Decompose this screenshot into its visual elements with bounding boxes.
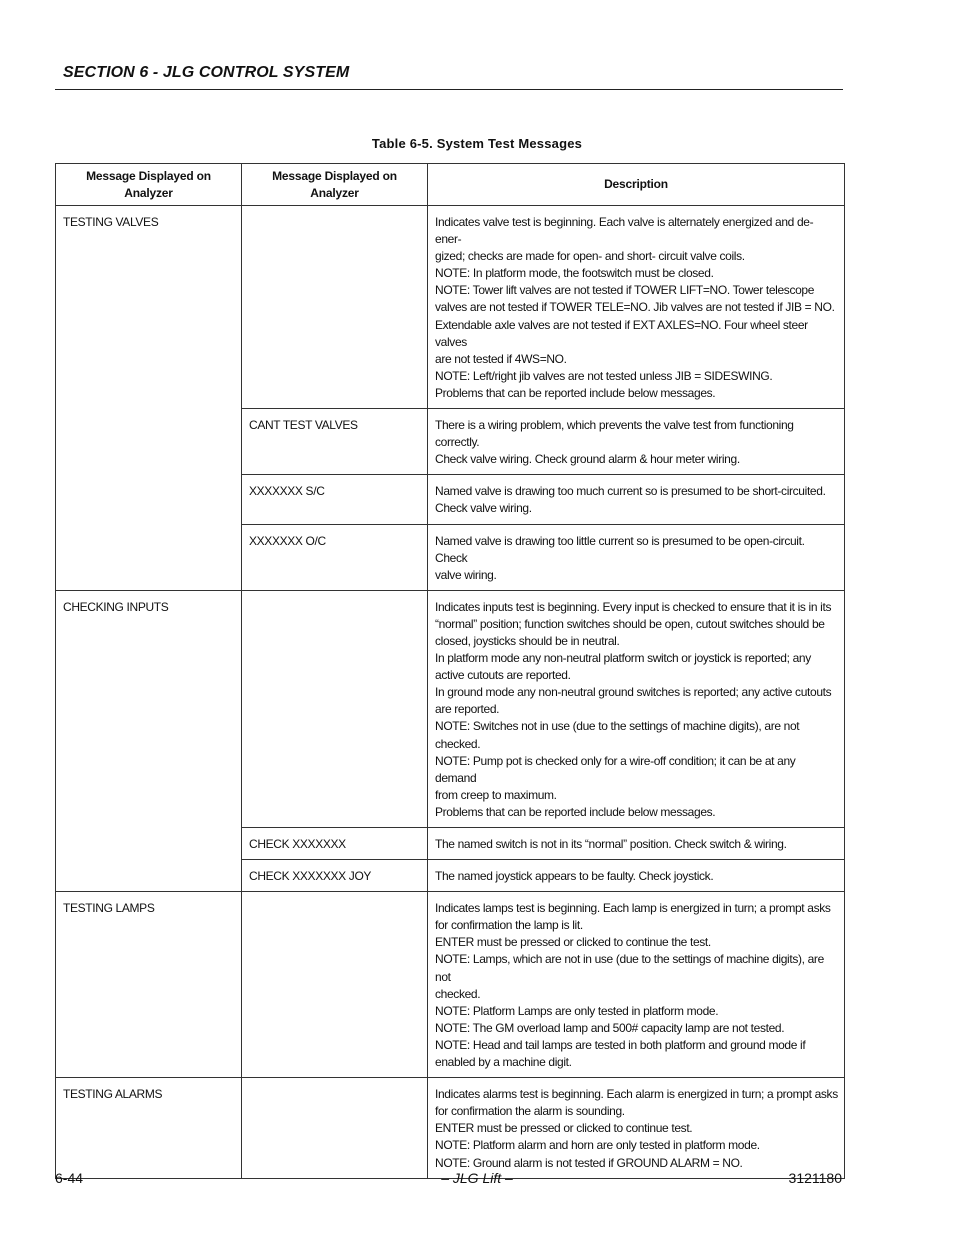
submessage-cell	[242, 1078, 428, 1178]
section-header: SECTION 6 - JLG CONTROL SYSTEM	[63, 64, 350, 81]
description-line: Indicates alarms test is beginning. Each alarm is energized in turn; a prompt asks	[435, 1087, 838, 1102]
description-line: NOTE: Switches not in use (due to the settings of machine digits), are not	[435, 719, 800, 734]
submessage-cell	[242, 892, 428, 1078]
description-cell	[428, 892, 845, 1078]
submessage-cell: XXXXXXX O/C	[242, 524, 428, 590]
header-rule	[55, 89, 843, 90]
description-line: gized; checks are made for open- and short- circuit valve coils.	[435, 249, 745, 264]
description-line: checked.	[435, 736, 481, 751]
description-line: are not tested if 4WS=NO.	[435, 351, 567, 366]
description-line: active cutouts are reported.	[435, 668, 571, 683]
description-line: Problems that can be reported include below messages.	[435, 385, 716, 400]
column-header-description: Description	[428, 164, 845, 206]
system-test-messages-table	[55, 163, 845, 1179]
table-title: Table 6-5. System Test Messages	[371, 136, 583, 151]
description-cell	[428, 206, 845, 409]
description-line: Extendable axle valves are not tested if EXT AXLES=NO. Four wheel steer valves	[435, 317, 808, 349]
description-line: valve wiring.	[435, 567, 497, 582]
description-cell	[428, 590, 845, 827]
description-line: NOTE: Pump pot is checked only for a wire-off condition; it can be at any demand	[435, 753, 796, 785]
description-cell	[428, 828, 845, 860]
description-line: NOTE: The GM overload lamp and 500# capacity lamp are not tested.	[435, 1020, 785, 1035]
description-line: Indicates inputs test is beginning. Every input is checked to ensure that it is in its	[435, 599, 832, 614]
description-line: Check valve wiring.	[435, 501, 532, 516]
description-cell	[428, 409, 845, 475]
description-line: NOTE: Platform Lamps are only tested in platform mode.	[435, 1003, 719, 1018]
document-number: 3121180	[788, 1170, 842, 1186]
description-line: valves are not tested if TOWER TELE=NO. Jib valves are not tested if JIB = NO.	[435, 300, 835, 315]
description-line: There is a wiring problem, which prevents the valve test from functioning correctly.	[435, 418, 794, 450]
description-cell	[428, 524, 845, 590]
message-cell: TESTING LAMPS	[56, 892, 242, 1078]
description-line: Named valve is drawing too little current so is presumed to be open-circuit. Check	[435, 533, 805, 565]
submessage-cell: CHECK XXXXXXX JOY	[242, 860, 428, 892]
table-row	[56, 590, 845, 827]
description-line: NOTE: In platform mode, the footswitch must be closed.	[435, 266, 714, 281]
description-cell	[428, 860, 845, 892]
description-line: ENTER must be pressed or clicked to continue test.	[435, 1121, 693, 1136]
submessage-cell	[242, 590, 428, 827]
message-cell: CHECKING INPUTS	[56, 590, 242, 891]
description-line: NOTE: Head and tail lamps are tested in both platform and ground mode if	[435, 1037, 806, 1052]
description-cell	[428, 1078, 845, 1178]
submessage-cell	[242, 206, 428, 409]
description-line: for confirmation the lamp is lit.	[435, 918, 583, 933]
description-line: Named valve is drawing too much current so is presumed to be short-circuited.	[435, 484, 826, 499]
table-header-row	[56, 164, 845, 206]
message-cell: TESTING VALVES	[56, 206, 242, 591]
description-line: checked.	[435, 986, 481, 1001]
description-line: NOTE: Platform alarm and horn are only tested in platform mode.	[435, 1138, 760, 1153]
table-row	[56, 1078, 845, 1178]
message-cell: TESTING ALARMS	[56, 1078, 242, 1178]
description-line: Problems that can be reported include below messages.	[435, 804, 716, 819]
description-line: for confirmation the alarm is sounding.	[435, 1104, 625, 1119]
column-header-analyzer-2: Message Displayed on Analyzer	[242, 164, 428, 206]
description-line: NOTE: Left/right jib valves are not tested unless JIB = SIDESWING.	[435, 368, 773, 383]
description-line: NOTE: Ground alarm is not tested if GROUND ALARM = NO.	[435, 1155, 743, 1170]
description-line: In platform mode any non-neutral platform switch or joystick is reported; any	[435, 651, 811, 666]
description-line: NOTE: Tower lift valves are not tested if TOWER LIFT=NO. Tower telescope	[435, 283, 815, 298]
description-line: Indicates valve test is beginning. Each valve is alternately energized and de-ener-	[435, 215, 814, 247]
table-row	[56, 892, 845, 1078]
description-line: “normal” position; function switches should be open, cutout switches should be	[435, 616, 825, 631]
description-line: are reported.	[435, 702, 500, 717]
description-line: In ground mode any non-neutral ground switches is reported; any active cutouts	[435, 685, 832, 700]
description-line: The named joystick appears to be faulty. Check joystick.	[435, 869, 714, 884]
submessage-cell: CANT TEST VALVES	[242, 409, 428, 475]
description-line: ENTER must be pressed or clicked to continue the test.	[435, 935, 711, 950]
description-line: Check valve wiring. Check ground alarm & hour meter wiring.	[435, 452, 740, 467]
description-line: enabled by a machine digit.	[435, 1055, 572, 1070]
description-cell	[428, 475, 845, 524]
description-line: The named switch is not in its “normal” position. Check switch & wiring.	[435, 837, 787, 851]
description-line: Indicates lamps test is beginning. Each lamp is energized in turn; a prompt asks	[435, 901, 831, 916]
description-line: from creep to maximum.	[435, 787, 557, 802]
column-header-analyzer-1: Message Displayed on Analyzer	[56, 164, 242, 206]
submessage-cell: CHECK XXXXXXX	[242, 828, 428, 860]
description-line: NOTE: Lamps, which are not in use (due to the settings of machine digits), are not	[435, 952, 824, 984]
table-row	[56, 206, 845, 409]
page-number: 6-44	[55, 1170, 84, 1186]
footer-brand: – JLG Lift –	[441, 1170, 513, 1186]
submessage-cell: XXXXXXX S/C	[242, 475, 428, 524]
table-body	[56, 206, 845, 1179]
description-line: closed, joysticks should be in neutral.	[435, 633, 620, 648]
